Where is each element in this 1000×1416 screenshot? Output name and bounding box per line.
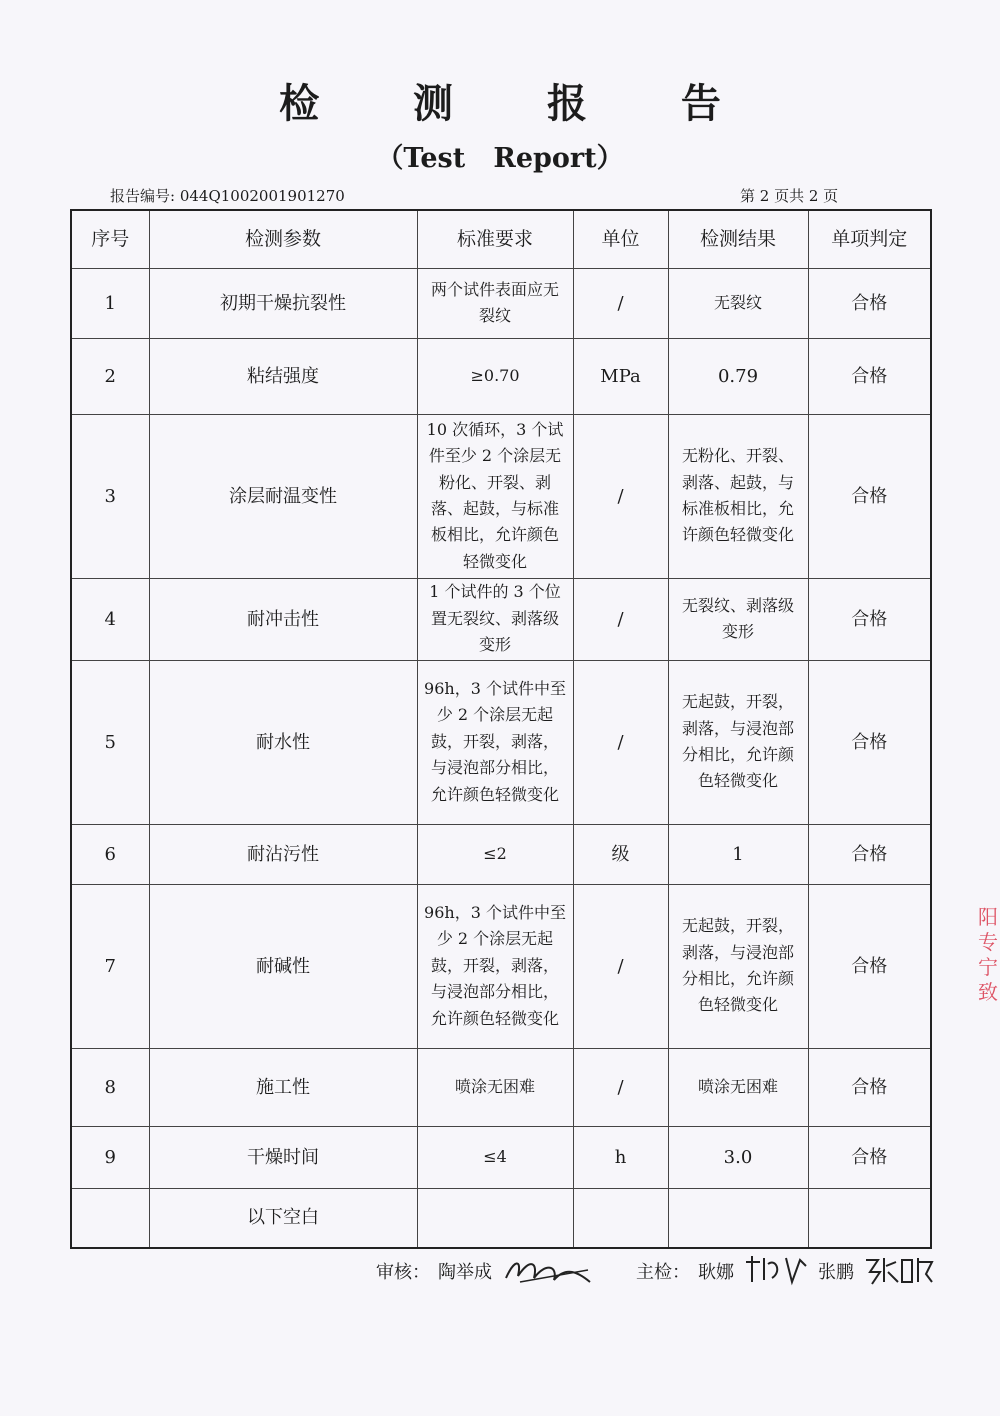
table-row [71, 660, 931, 824]
col-header-no: 序号 [71, 210, 149, 268]
cell-requirement: 96h，3 个试件中至少 2 个涂层无起鼓，开裂，剥落，与浸泡部分相比，允许颜色轻微变化 [417, 660, 573, 824]
inspector-label: 主检： [636, 1262, 690, 1283]
cell-result: 无粉化、开裂、剥落、起鼓，与标准板相比，允许颜色轻微变化 [668, 414, 808, 578]
cell-unit: / [573, 578, 668, 660]
inspector-name-2: 张鹏 [818, 1262, 854, 1283]
report-subtitle: （Test Report） [376, 143, 624, 174]
official-stamp: 阳专宁致 [978, 905, 998, 1004]
cell-verdict: 合格 [808, 338, 931, 414]
cell-verdict: 合格 [808, 824, 931, 884]
col-header-requirement: 标准要求 [417, 210, 573, 268]
test-results-table [70, 209, 932, 1249]
cell-verdict: 合格 [808, 578, 931, 660]
cell-requirement: 两个试件表面应无裂纹 [417, 268, 573, 338]
table-header-row [71, 210, 931, 268]
cell-verdict: 合格 [808, 1048, 931, 1126]
cell-param: 干燥时间 [149, 1126, 417, 1188]
cell-requirement: 1 个试件的 3 个位置无裂纹、剥落级变形 [417, 578, 573, 660]
reviewer-label: 审核： [376, 1262, 430, 1283]
cell-verdict: 合格 [808, 414, 931, 578]
cell-no: 2 [71, 338, 149, 414]
cell-requirement: ≤2 [417, 824, 573, 884]
table-row [71, 1126, 931, 1188]
blank-note: 以下空白 [149, 1188, 417, 1248]
cell-verdict: 合格 [808, 884, 931, 1048]
cell-result: 无起鼓，开裂，剥落，与浸泡部分相比，允许颜色轻微变化 [668, 660, 808, 824]
cell-no: 4 [71, 578, 149, 660]
table-row-blank [71, 1188, 931, 1248]
cell-no: 5 [71, 660, 149, 824]
col-header-result: 检测结果 [668, 210, 808, 268]
reviewer-name: 陶举成 [438, 1262, 492, 1283]
table-row [71, 578, 931, 660]
cell-verdict: 合格 [808, 660, 931, 824]
table-row [71, 268, 931, 338]
cell-unit: / [573, 884, 668, 1048]
cell-unit: / [573, 660, 668, 824]
cell-param: 耐冲击性 [149, 578, 417, 660]
col-header-unit: 单位 [573, 210, 668, 268]
cell-unit: / [573, 1048, 668, 1126]
cell-param: 初期干燥抗裂性 [149, 268, 417, 338]
signature-footer [0, 1252, 1000, 1292]
cell-unit [573, 1188, 668, 1248]
cell-no: 6 [71, 824, 149, 884]
cell-result: 0.79 [668, 338, 808, 414]
cell-result: 无裂纹、剥落级变形 [668, 578, 808, 660]
cell-no: 3 [71, 414, 149, 578]
cell-result: 3.0 [668, 1126, 808, 1188]
cell-param: 粘结强度 [149, 338, 417, 414]
cell-verdict: 合格 [808, 1126, 931, 1188]
cell-result: 无裂纹 [668, 268, 808, 338]
cell-param: 涂层耐温变性 [149, 414, 417, 578]
cell-requirement: ≤4 [417, 1126, 573, 1188]
cell-no: 7 [71, 884, 149, 1048]
cell-param: 耐沾污性 [149, 824, 417, 884]
cell-unit: MPa [573, 338, 668, 414]
cell-verdict [808, 1188, 931, 1248]
cell-param: 耐水性 [149, 660, 417, 824]
cell-unit: / [573, 268, 668, 338]
reviewer-signature-icon [500, 1252, 595, 1288]
cell-requirement: 96h，3 个试件中至少 2 个涂层无起鼓，开裂，剥落，与浸泡部分相比，允许颜色轻微变化 [417, 884, 573, 1048]
cell-result: 无起鼓，开裂，剥落，与浸泡部分相比，允许颜色轻微变化 [668, 884, 808, 1048]
cell-verdict: 合格 [808, 268, 931, 338]
inspector-name-1: 耿娜 [698, 1262, 734, 1283]
cell-result: 1 [668, 824, 808, 884]
page-number: 第 2 页共 2 页 [740, 187, 839, 205]
table-row [71, 414, 931, 578]
cell-requirement [417, 1188, 573, 1248]
cell-no: 8 [71, 1048, 149, 1126]
cell-no: 1 [71, 268, 149, 338]
inspector1-signature-icon [742, 1252, 810, 1288]
col-header-verdict: 单项判定 [808, 210, 931, 268]
table-row [71, 824, 931, 884]
cell-unit: h [573, 1126, 668, 1188]
cell-result: 喷涂无困难 [668, 1048, 808, 1126]
col-header-param: 检测参数 [149, 210, 417, 268]
cell-no: 9 [71, 1126, 149, 1188]
cell-param: 施工性 [149, 1048, 417, 1126]
cell-requirement: 10 次循环，3 个试件至少 2 个涂层无粉化、开裂、剥落、起鼓，与标准板相比，允许颜色轻微变化 [417, 414, 573, 578]
report-number: 报告编号: 044Q1002001901270 [110, 187, 345, 205]
cell-unit: / [573, 414, 668, 578]
cell-unit: 级 [573, 824, 668, 884]
report-title: 检 测 报 告 [279, 80, 761, 127]
cell-param: 耐碱性 [149, 884, 417, 1048]
cell-result [668, 1188, 808, 1248]
cell-no [71, 1188, 149, 1248]
table-row [71, 1048, 931, 1126]
inspector2-signature-icon [862, 1252, 936, 1288]
table-row [71, 338, 931, 414]
cell-requirement: 喷涂无困难 [417, 1048, 573, 1126]
cell-requirement: ≥0.70 [417, 338, 573, 414]
table-row [71, 884, 931, 1048]
